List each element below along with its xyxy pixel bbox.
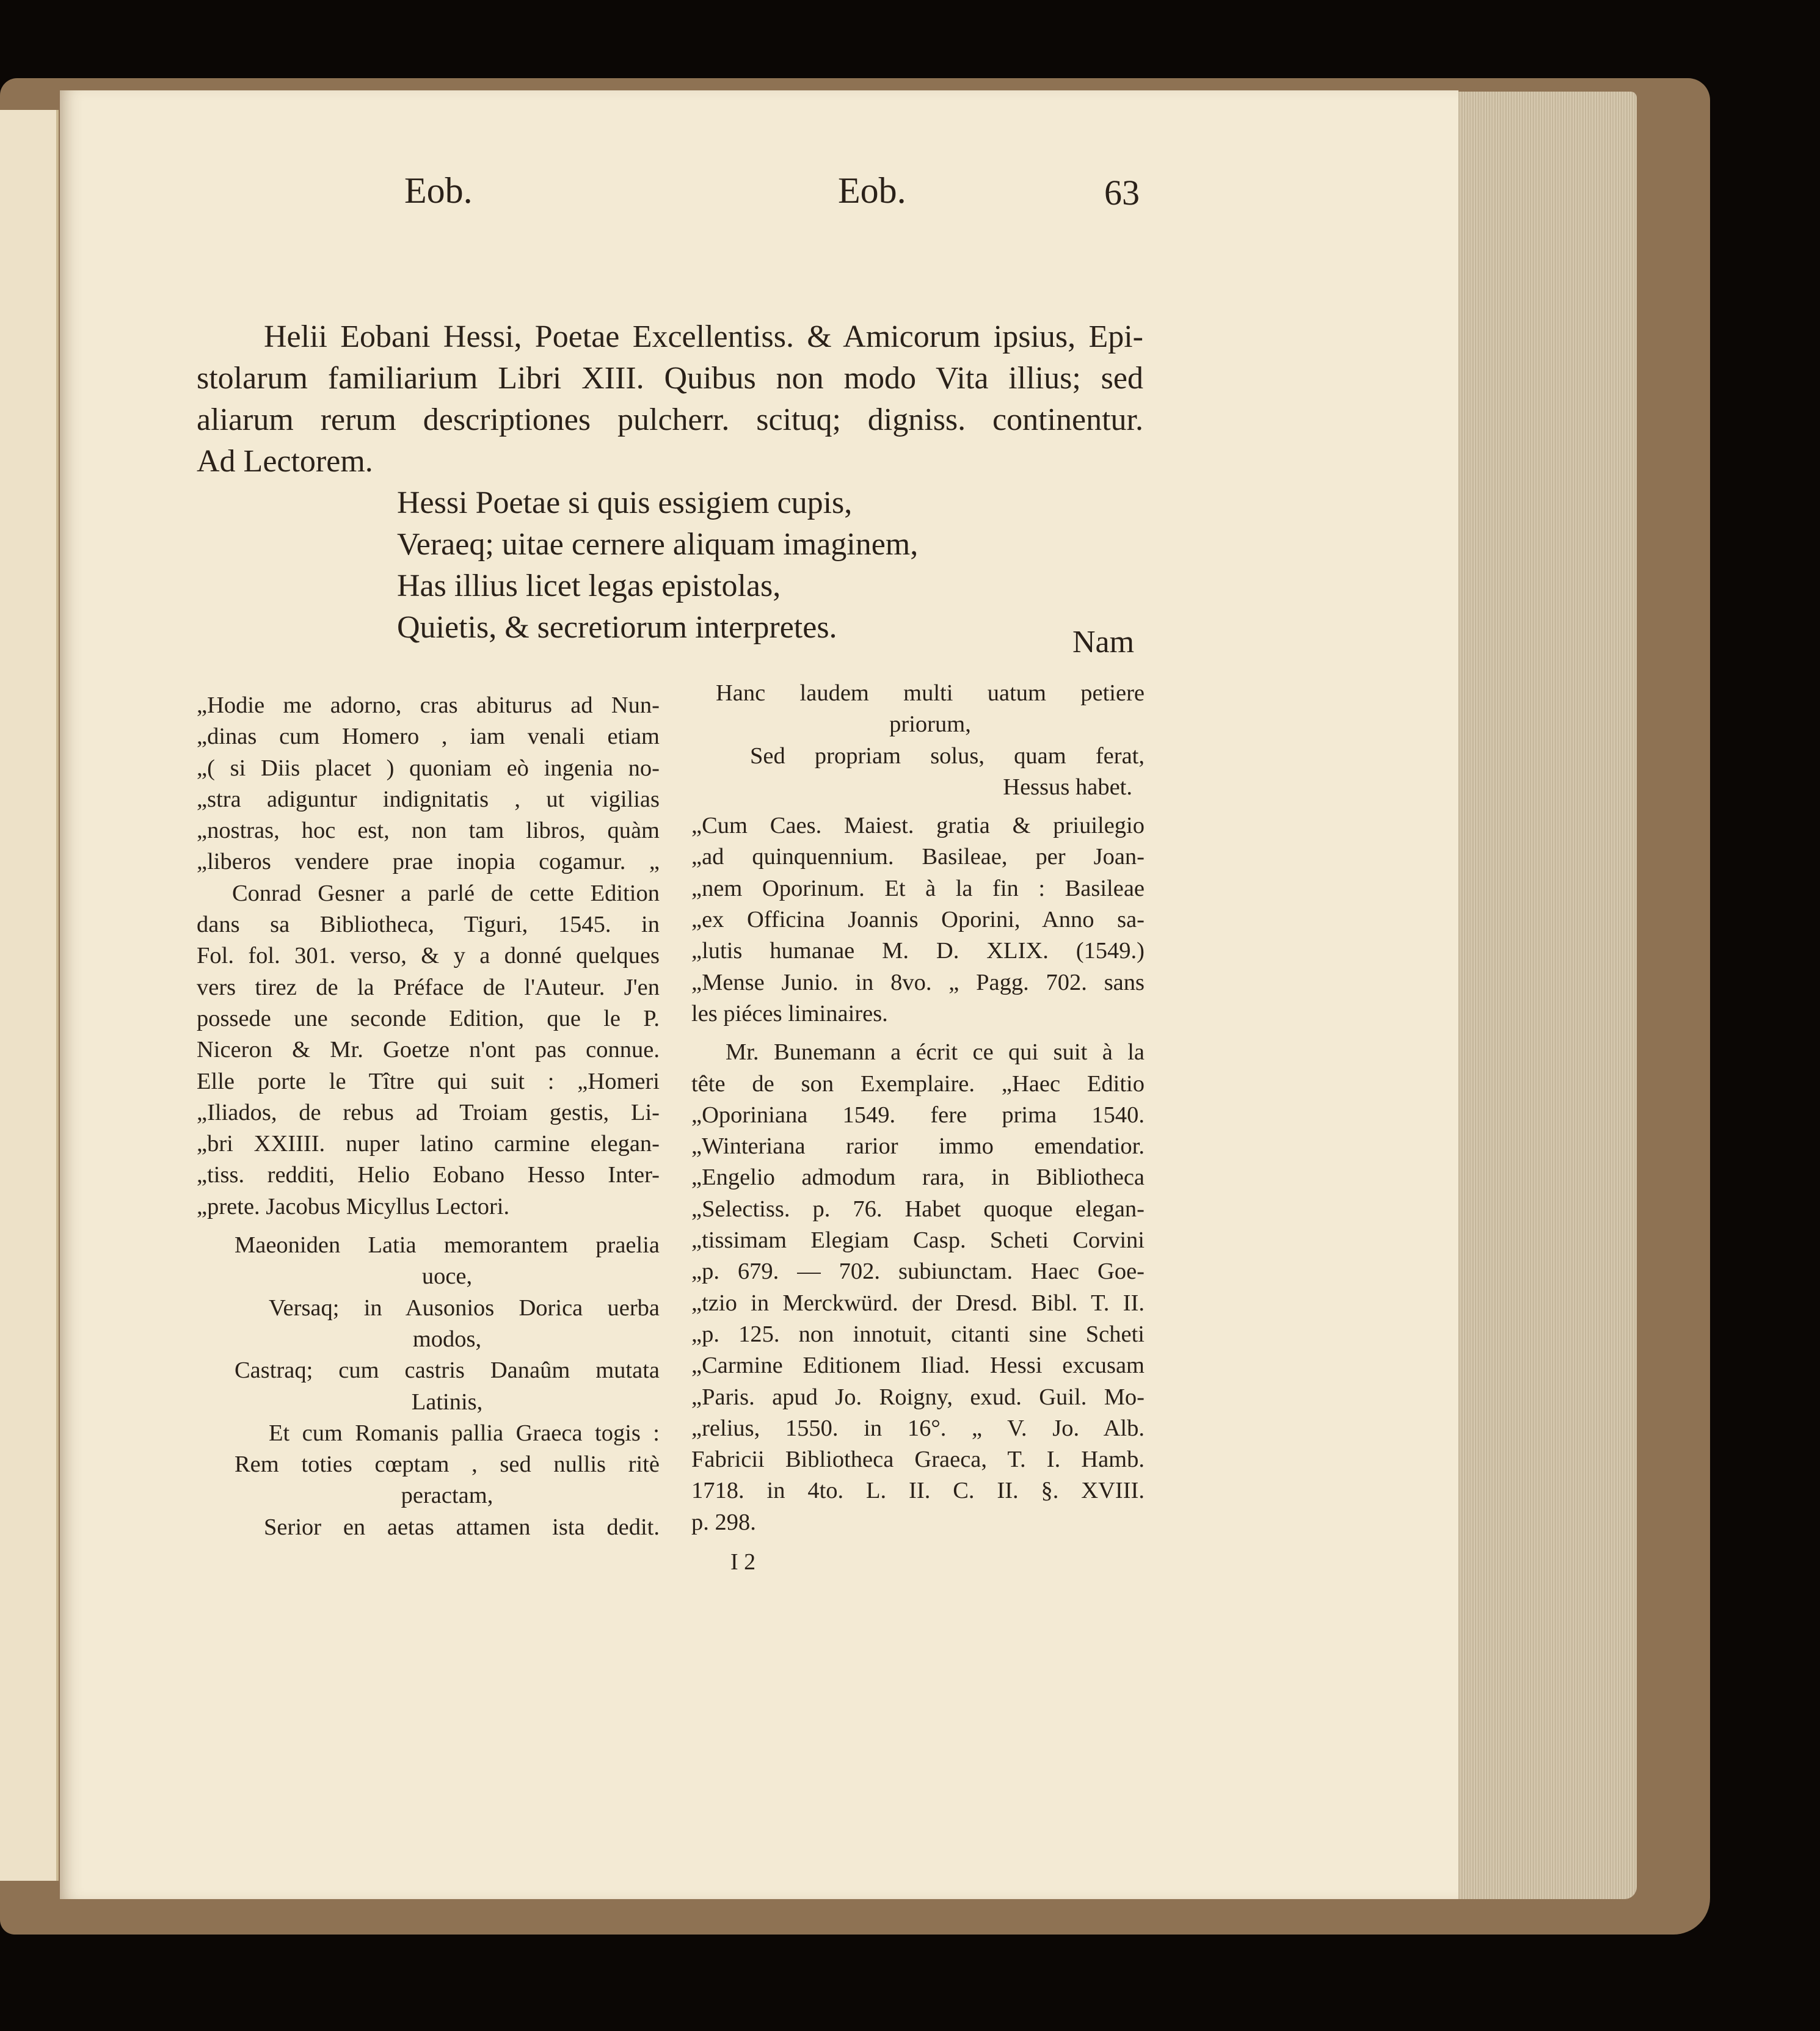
verse-line: Hessi Poetae si quis essigiem cupis,: [397, 485, 853, 520]
column-line: „tzio in Merckwürd. der Dresd. Bibl. T. II.: [691, 1290, 1145, 1316]
entry-line: stolarum familiarium Libri XIII. Quibus non modo Vita illius; sed: [197, 361, 1143, 396]
signature-mark: I 2: [730, 1549, 756, 1575]
column-line: „nostras, hoc est, non tam libros, quàm: [197, 818, 660, 844]
verse-line: Sed propriam solus, quam ferat,: [750, 743, 1145, 769]
verse-line: Castraq; cum castris Danaûm mutata: [235, 1357, 660, 1384]
entry-line: aliarum rerum descriptiones pulcherr. scituq; digniss. continentur.: [197, 402, 1143, 437]
column-line: „Engelio admodum rara, in Bibliotheca: [691, 1164, 1145, 1191]
verse-line: Latinis,: [411, 1389, 483, 1415]
left-column: [197, 690, 660, 1543]
column-line: „Selectiss. p. 76. Habet quoque elegan-: [691, 1196, 1145, 1222]
column-line: vers tirez de la Préface de l'Auteur. J'en: [197, 974, 660, 1000]
verse-line: Maeoniden Latia memorantem praelia: [235, 1232, 660, 1259]
column-line: Conrad Gesner a parlé de cette Edition: [232, 880, 660, 906]
column-line: „liberos vendere prae inopia cogamur. „: [197, 849, 660, 875]
column-line: p. 298.: [691, 1509, 756, 1535]
verse-line: peractam,: [401, 1483, 493, 1509]
column-line: „stra adiguntur indignitatis , ut vigilias: [197, 786, 660, 812]
verse-line: Versaq; in Ausonios Dorica uerba: [269, 1295, 660, 1321]
running-header-left: Eob.: [404, 170, 473, 211]
column-line: „Mense Junio. in 8vo. „ Pagg. 702. sans: [691, 969, 1145, 995]
column-line: „prete. Jacobus Micyllus Lectori.: [197, 1193, 510, 1219]
column-line: „Winteriana rarior immo emendatior.: [691, 1133, 1145, 1160]
right-column: [691, 678, 1145, 1538]
column-line: „Iliados, de rebus ad Troiam gestis, Li-: [197, 1099, 660, 1125]
verse-line: Has illius licet legas epistolas,: [397, 569, 781, 603]
column-line: „dinas cum Homero , iam venali etiam: [197, 724, 660, 750]
verse-line: Quietis, & secretiorum interpretes.: [397, 610, 837, 645]
column-line: 1718. in 4to. L. II. C. II. §. XVIII.: [691, 1478, 1145, 1504]
main-entry: [197, 316, 1143, 482]
column-line: les piéces liminaires.: [691, 1000, 888, 1026]
column-line: „Carmine Editionem Iliad. Hessi excusam: [691, 1353, 1145, 1379]
column-line: Fabricii Bibliotheca Graeca, T. I. Hamb.: [691, 1447, 1145, 1473]
column-line: „tissimam Elegiam Casp. Scheti Corvini: [691, 1227, 1145, 1254]
column-line: „relius, 1550. in 16°. „ V. Jo. Alb.: [691, 1415, 1145, 1441]
verse-line: Et cum Romanis pallia Graeca togis :: [269, 1420, 660, 1446]
column-line: „Oporiniana 1549. fere prima 1540.: [691, 1102, 1145, 1128]
column-line: Elle porte le Tître qui suit : „Homeri: [197, 1068, 660, 1094]
column-line: Fol. fol. 301. verso, & y a donné quelques: [197, 943, 660, 969]
verse-line: Serior en aetas attamen ista dedit.: [264, 1514, 660, 1540]
column-line: „nem Oporinum. Et à la fin : Basileae: [691, 875, 1145, 901]
column-line: „ex Officina Joannis Oporini, Anno sa-: [691, 907, 1145, 933]
column-line: dans sa Bibliotheca, Tiguri, 1545. in: [197, 912, 660, 938]
column-line: Niceron & Mr. Goetze n'ont pas connue.: [197, 1037, 660, 1063]
page-number: 63: [1104, 173, 1140, 213]
column-line: „Hodie me adorno, cras abiturus ad Nun-: [197, 692, 660, 718]
column-line: „p. 125. non innotuit, citanti sine Scheti: [691, 1321, 1145, 1347]
verse-line: Hessus habet.: [1003, 774, 1132, 800]
facing-page-edge: [0, 110, 59, 1881]
entry-line: Helii Eobani Hessi, Poetae Excellentiss. & Amicorum ipsius, Epi-: [264, 319, 1143, 354]
column-line: „ad quinquennium. Basileae, per Joan-: [691, 844, 1145, 870]
verse-line: modos,: [412, 1326, 482, 1352]
verse-line: Rem toties cœptam , sed nullis ritè: [235, 1451, 660, 1478]
column-line: „p. 679. — 702. subiunctam. Haec Goe-: [691, 1259, 1145, 1285]
column-line: „Paris. apud Jo. Roigny, exud. Guil. Mo-: [691, 1384, 1145, 1410]
verse-line: priorum,: [889, 711, 971, 738]
running-header-center: Eob.: [838, 170, 906, 211]
column-line: „bri XXIIII. nuper latino carmine elegan-: [197, 1131, 660, 1157]
dedication-verse: [397, 482, 1069, 649]
column-line: „lutis humanae M. D. XLIX. (1549.): [691, 938, 1145, 964]
verse-line: uoce,: [421, 1263, 473, 1290]
catchword: Nam: [1072, 625, 1135, 659]
verse-line: Hanc laudem multi uatum petiere: [716, 680, 1145, 706]
column-line: Mr. Bunemann a écrit ce qui suit à la: [726, 1039, 1145, 1066]
entry-line: Ad Lectorem.: [197, 444, 373, 479]
column-line: „tiss. redditi, Helio Eobano Hesso Inter-: [197, 1162, 660, 1188]
column-line: „( si Diis placet ) quoniam eò ingenia no-: [197, 755, 660, 781]
column-line: possede une seconde Edition, que le P.: [197, 1005, 660, 1031]
column-line: „Cum Caes. Maiest. gratia & priuilegio: [691, 813, 1145, 839]
page-block-edge: [1447, 92, 1637, 1899]
column-line: tête de son Exemplaire. „Haec Editio: [691, 1070, 1145, 1097]
verse-line: Veraeq; uitae cernere aliquam imaginem,: [397, 527, 919, 562]
